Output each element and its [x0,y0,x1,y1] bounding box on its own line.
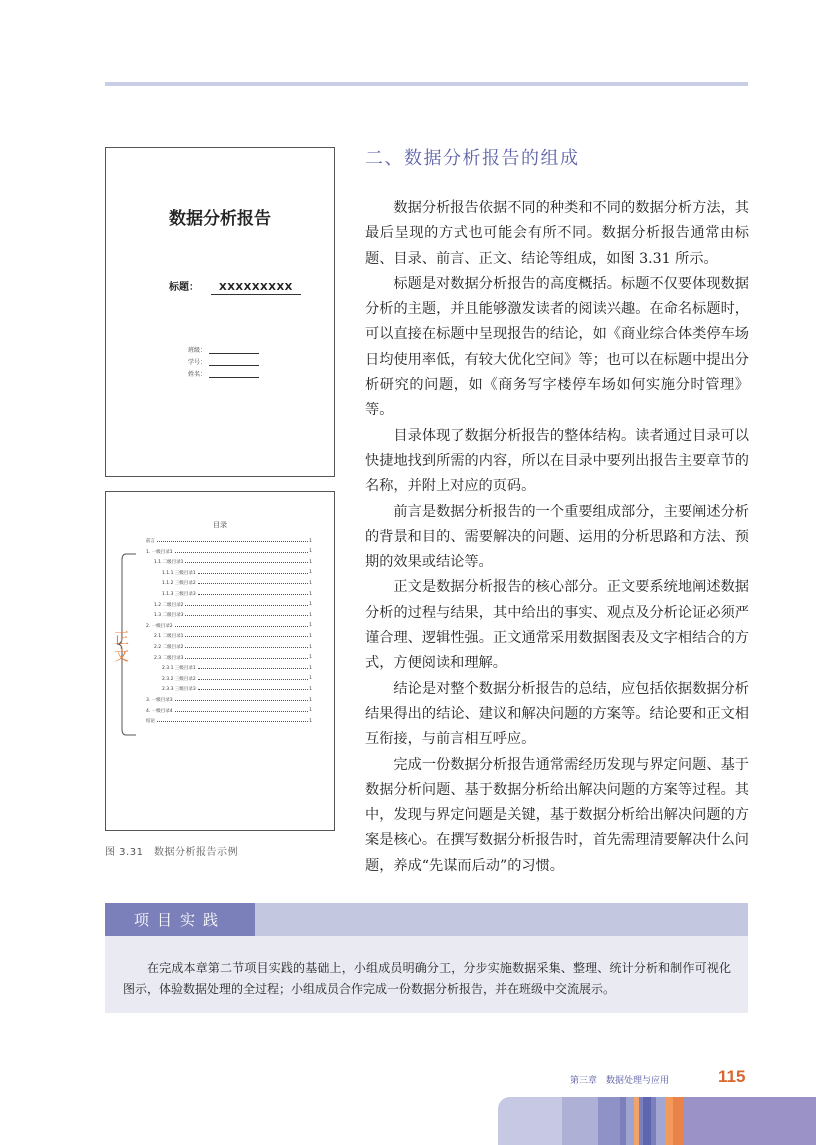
toc-row-leader [198,573,308,574]
toc-row-page: 1 [309,633,312,639]
toc-row-label: 4. 一级目录4 [146,708,173,714]
toc-row-page: 1 [309,570,312,576]
toc-row-page: 1 [309,718,312,724]
paragraph: 完成一份数据分析报告通常需经历发现与界定问题、基于数据分析问题、基于数据分析给出解决问题的方案等过程。其中，发现与界定问题是关键，基于数据分析给出解决问题的方案是核心。在撰写数据分析报告时，首先需理清要解决什么问题，养成“先谋而后动”的习惯。 [365,756,749,874]
toc-row [162,569,312,577]
cover-field [188,354,259,366]
cover-title-value: XXXXXXXXX [211,282,301,295]
cover-field-label: 姓名： [188,371,207,378]
toc-row-leader [175,552,309,553]
toc-row-leader [185,562,308,563]
toc-row [154,558,312,566]
toc-side-char: 正 [114,629,130,647]
toc-row-page: 1 [309,623,312,629]
practice-paragraph: 在完成本章第二节项目实践的基础上，小组成员明确分工，分步实施数据采集、整理、统计分析和制作可视化图示，体验数据处理的全过程；小组成员合作完成一份数据分析报告，并在班级中交流展示。 [123,961,731,996]
toc-row-page: 1 [309,676,312,682]
toc-row-leader [198,689,308,690]
project-practice-tab: 项目实践 [105,903,255,936]
paragraph: 前言是数据分析报告的一个重要组成部分，主要阐述分析的背景和目的、需要解决的问题、运用的分析思路和方法、预期的效果或结论等。 [365,503,749,571]
toc-row-leader [157,541,308,542]
toc-row-leader [198,679,308,680]
toc-row-label: 2.2 二级目录2 [154,645,184,650]
project-practice-text [123,958,731,1000]
toc-row [146,717,312,725]
cover-field [188,342,259,354]
toc-row-label: 2.3.2 三级目录2 [162,676,196,682]
paragraph: 正文是数据分析报告的核心部分。正文要系统地阐述数据分析的过程与结果，其中给出的事实、观点及分析论证必须严谨合理、逻辑性强。正文通常采用数据图表及文字相结合的方式，方便阅读和理解。 [365,579,749,672]
toc-row [146,537,312,545]
decorative-color-band [498,1097,816,1145]
toc-row-label: 1.3 二级目录3 [154,613,184,619]
toc-row [154,632,312,640]
toc-row-page: 1 [309,665,312,671]
toc-row-leader [198,594,308,595]
toc-row [162,685,312,693]
toc-row-leader [175,626,309,627]
section-heading: 二、数据分析报告的组成 [365,148,580,169]
toc-row-label: 1.1.3 三级目录3 [162,592,196,597]
toc-heading: 目录 [213,521,227,529]
toc-row-leader [185,605,308,606]
toc-row-page: 1 [309,538,312,544]
toc-row-leader [185,647,308,648]
toc-row [162,675,312,683]
figure-toc-page [105,491,335,831]
toc-row-page: 1 [309,580,312,586]
toc-row [146,548,312,556]
toc-row-page: 1 [309,708,312,714]
toc-side-char: 文 [114,646,130,664]
project-practice-box [105,903,748,1013]
cover-field [188,366,259,378]
toc-row-page: 1 [309,591,312,597]
toc-row-leader [175,711,309,712]
toc-row-label: 3. 一级目录3 [146,698,173,703]
toc-row [146,696,312,704]
toc-row-page: 1 [309,559,312,565]
figure-caption: 图 3.31 数据分析报告示例 [105,847,238,858]
toc-row-label: 1. 一级目录1 [146,549,173,555]
toc-row-page: 1 [309,612,312,618]
paragraph: 结论是对整个数据分析报告的总结，应包括依据数据分析结果得出的结论、建议和解决问题的方案等。结论要和正文相互衔接，与前言相互呼应。 [365,680,749,748]
toc-row-label: 前言 [146,539,155,544]
toc-row-leader [198,668,308,669]
toc-row-leader [157,721,308,722]
toc-row [154,654,312,662]
toc-row-leader [175,700,309,701]
paragraph: 数据分析报告依据不同的种类和不同的数据分析方法，其最后呈现的方式也可能会有所不同。数据分析报告通常由标题、目录、前言、正文、结论等组成，如图 3.31 所示。 [365,200,749,267]
toc-side-label [114,630,128,664]
toc-row-leader [185,636,308,637]
page-number: 115 [718,1067,746,1086]
toc-row-leader [185,658,308,659]
toc-row [154,601,312,609]
paragraph: 目录体现了数据分析报告的整体结构。读者通过目录可以快捷地找到所需的内容，所以在目录中要列出报告主要章节的名称，并附上对应的页码。 [365,427,749,495]
toc-row [146,707,312,715]
toc-row-page: 1 [309,644,312,650]
toc-row-page: 1 [309,697,312,703]
cover-fields [188,342,259,378]
cover-field-label: 班级： [188,347,207,354]
toc-row [162,590,312,598]
toc-row-label: 1.1.2 三级目录2 [162,581,196,587]
cover-title: 数据分析报告 [169,209,271,229]
top-rule [105,82,748,86]
toc-row-label: 2.3 二级目录3 [154,655,184,661]
footer-chapter: 第三章 数据处理与应用 [570,1076,670,1086]
toc-row-label: 结论 [146,719,155,725]
body-text [365,196,749,879]
cover-title-row [169,278,301,295]
toc-row-label: 2. 一级目录2 [146,623,173,629]
paragraph: 标题是对数据分析报告的高度概括。标题不仅要体现数据分析的主题，并且能够激发读者的阅读兴趣。在命名标题时，可以直接在标题中呈现报告的结论，如《商业综合体类停车场日均使用率低，有较大优化空间》等；也可以在标题中提出分析研究的问题，如《商务写字楼停车场如何实施分时管理》等。 [365,275,749,419]
figure-cover-page [105,147,335,477]
toc-row-page: 1 [309,686,312,692]
toc-row [146,622,312,630]
toc-row-label: 2.3.3 三级目录3 [162,687,196,693]
toc-row-label: 1.2 二级目录2 [154,602,184,608]
toc-row [162,579,312,587]
project-practice-header [105,903,748,936]
toc-row-page: 1 [309,602,312,608]
toc-row-page: 1 [309,549,312,555]
toc-row-leader [198,583,308,584]
toc-row [162,664,312,672]
cover-title-label: 标题： [169,282,199,293]
toc-row-page: 1 [309,655,312,661]
toc-row-leader [185,615,308,616]
toc-row [154,643,312,651]
cover-field-label: 学号： [188,359,207,366]
toc-row-label: 1.1.1 三级目录1 [162,570,196,576]
toc-row-label: 1.1 二级目录1 [154,560,184,566]
toc-row-label: 2.1 二级目录1 [154,634,184,640]
toc-row [154,611,312,619]
toc-row-label: 2.3.1 三级目录1 [162,666,196,672]
